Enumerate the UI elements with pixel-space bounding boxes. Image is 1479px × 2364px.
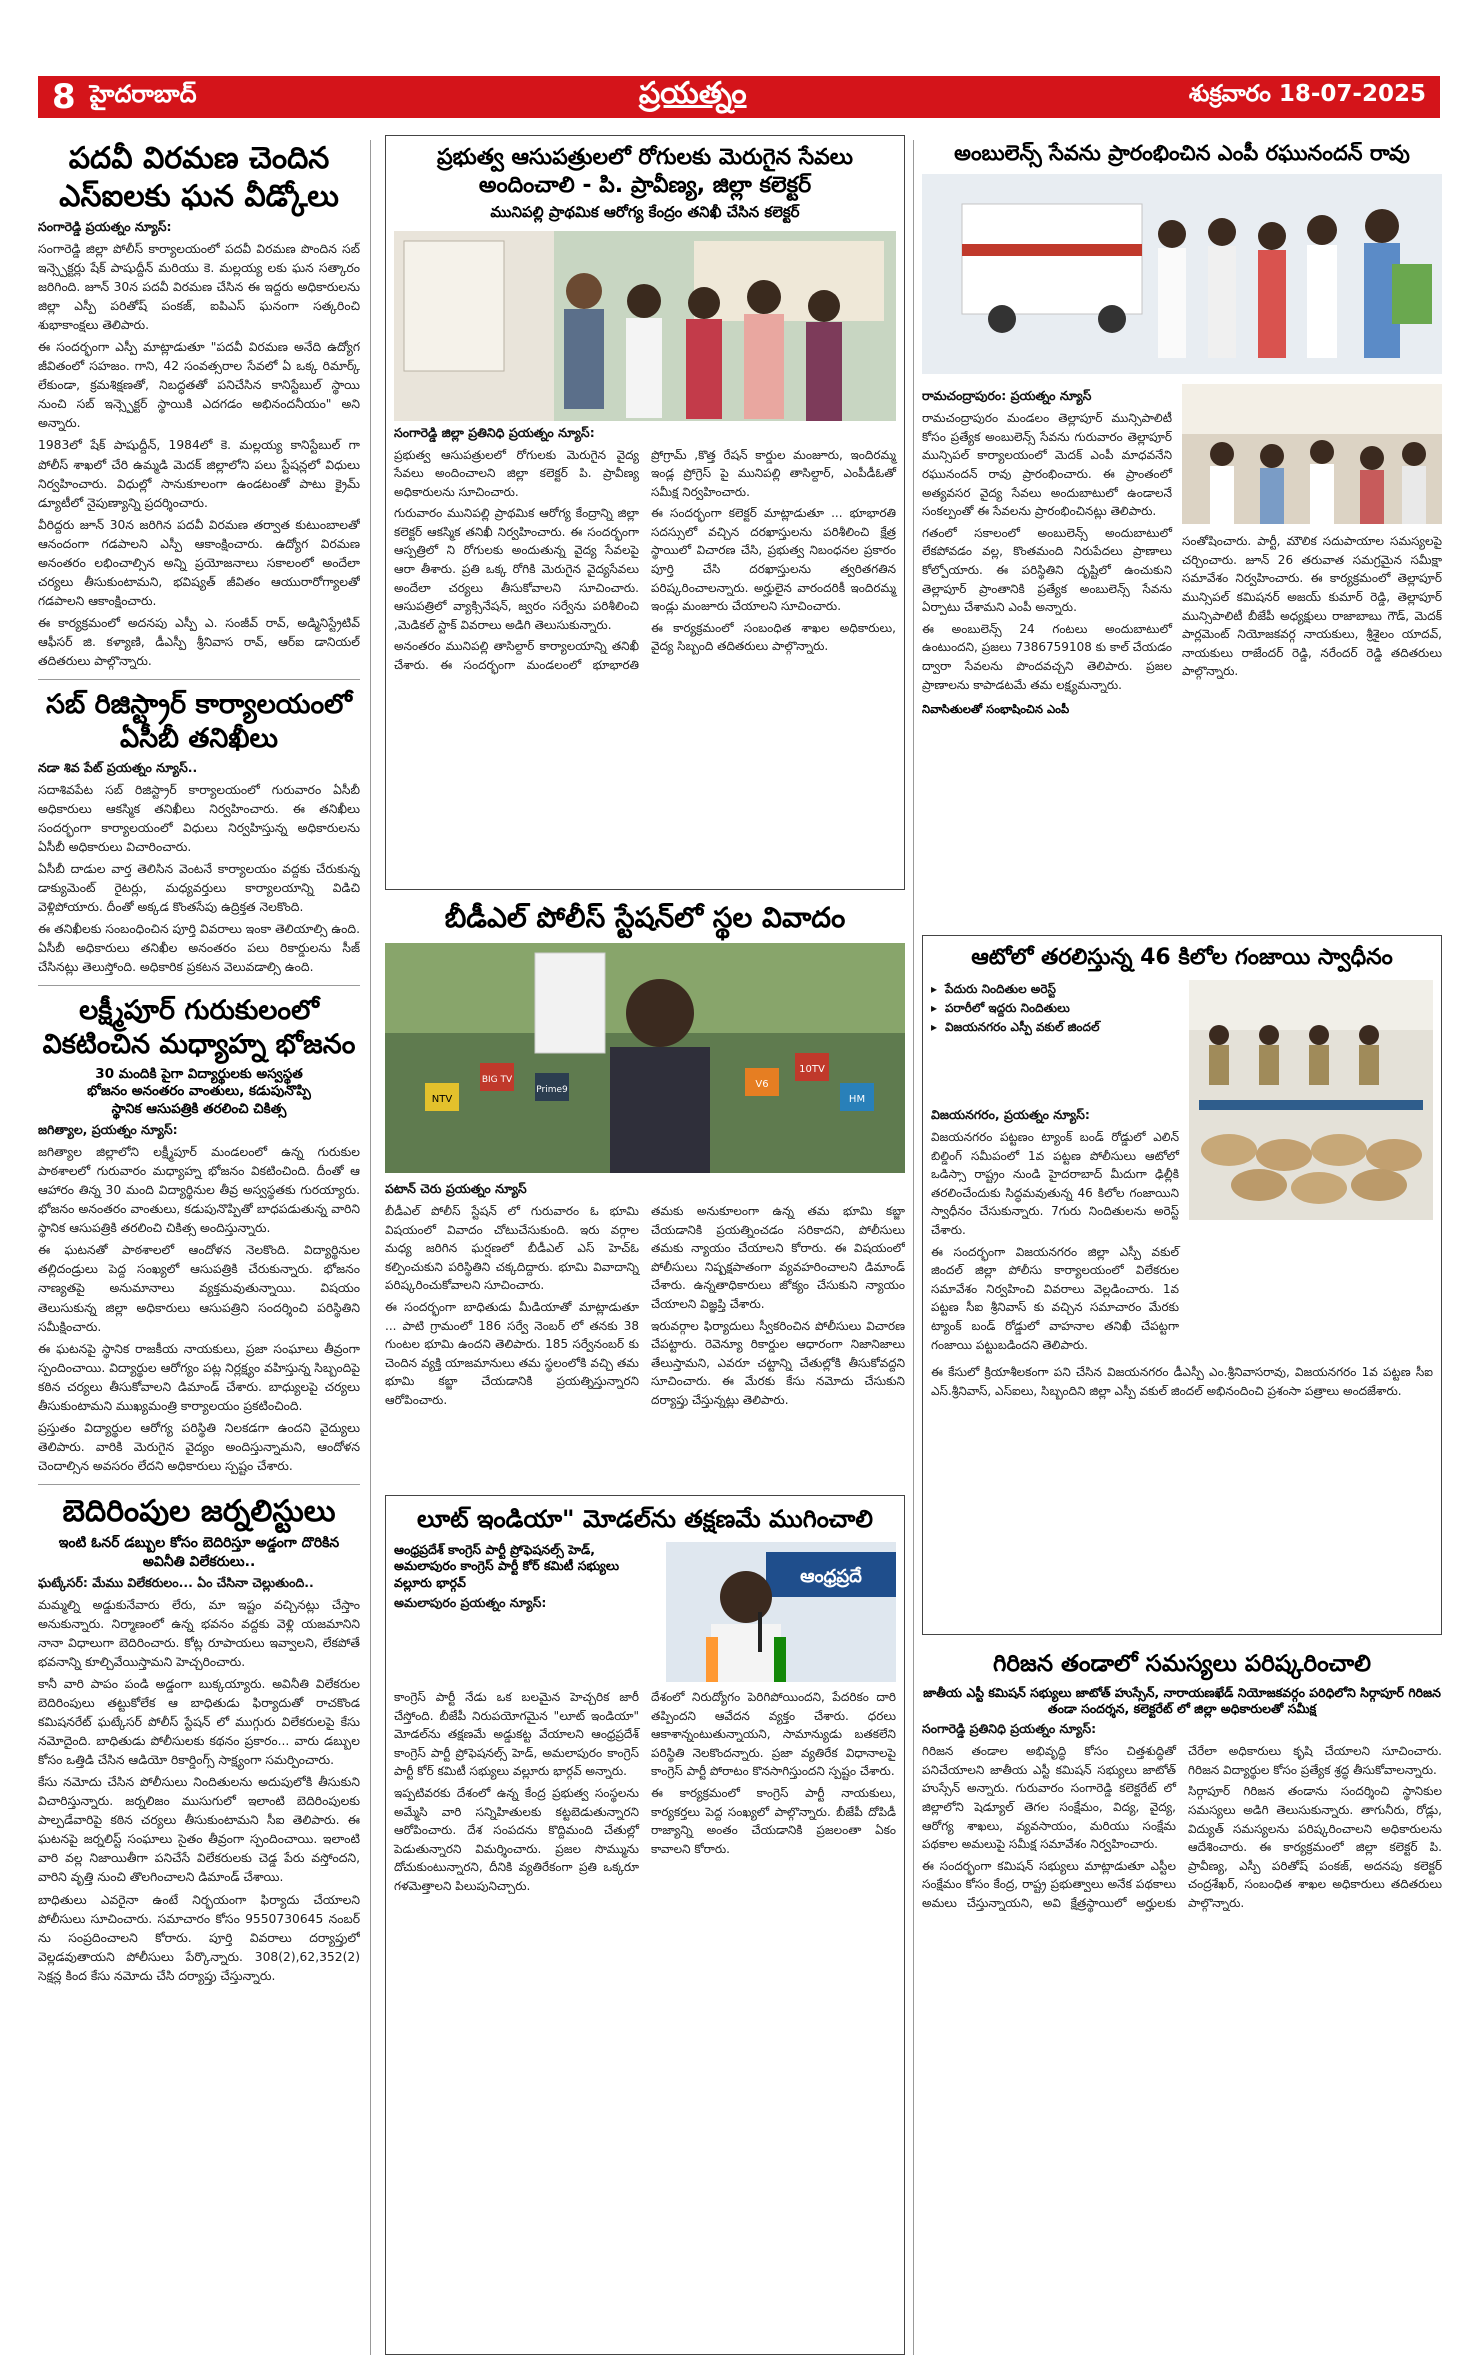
ganja-box xyxy=(922,935,1442,1635)
speaker-photo xyxy=(666,1542,896,1682)
city-label: హైదరాబాద్ xyxy=(89,80,197,108)
paragraph: ఈ సందర్భంగా విజయనగరం జిల్లా ఎస్పీ వకుల్ జిందల్ జిల్లా పోలీసు కార్యాలయంలో విలేకరుల సమావేశం నిర్వహించి వివరాలు వెల్లడించారు. 1వ పట్టణ సీఐ శ్రీనివాస్ కు వచ్చిన సమాచారం మేరకు ట్యాంక్ బండ్ రోడ్డులో వాహనాల తనిఖీ చేపట్టగా గంజాయి పట్టుబడిందని తెలిపారు. xyxy=(931,1244,1179,1352)
ambulance-photo-caption: నివాసితులతో సంభాషించిన ఎంపీ xyxy=(922,702,1070,717)
paragraph: జగిత్యాల జిల్లాలోని లక్ష్మీపూర్ మండలంలో ఉన్న గురుకుల పాఠశాలలో గురువారం మధ్యాహ్న భోజనం వికటించింది. దీంతో ఆ ఆహారం తిన్న 30 మంది విద్యార్థినుల తీవ్ర అస్వస్థతకు గురయ్యారు. భోజనం అనంతరం వాంతులు, కడుపునొప్పితో బాధపడుతున్న వారిని స్థానిక ఆసుపత్రికి తరలించి చికిత్స అందిస్తున్నారు. xyxy=(38,1145,360,1236)
govt-hospitals-dateline: సంగారెడ్డి జిల్లా ప్రతినిధి ప్రయత్నం న్యూస్: xyxy=(394,424,595,440)
ambulance-article xyxy=(922,140,1442,920)
hospital-photo-area xyxy=(394,231,896,421)
banner-text: ఆంధ్రప్రదే xyxy=(800,1566,862,1587)
tribal-subhead: జాతీయ ఎస్టీ కమిషన్ సభ్యులు జాటోత్ హుస్సేన్, నారాయణఖేడ్ నియోజకవర్గం పరిధిలోని సిర్గాపూర్ గిరిజన తండా సందర్శన, కలెక్టరేట్ లో జిల్లా అధికారులతో సమీక్ష xyxy=(923,1684,1441,1716)
journalists-article xyxy=(38,1493,360,1986)
paragraph: అనంతరం మునిపల్లి తాసిల్దార్ కార్యాలయాన్ని తనిఖీ చేశారు. ఈ సందర్భంగా మండలంలో భూభారతి ప్రోగ్రామ్ ,కొత్త రేషన్ కార్డుల మంజూరు, ఇందిరమ్మ ఇండ్ల ప్రోగ్రెస్ పై మునిపల్లి తాసిల్దార్, ఎంపీడీఓతో సమీక్ష నిర్వహించారు. xyxy=(394,447,896,673)
paragraph: ప్రభుత్వ ఆసుపత్రులలో రోగులకు మెరుగైన వైద్య సేవలు అందించాలని జిల్లా కలెక్టర్ పి. ప్రావీణ్య అధికారులను సూచించారు. xyxy=(394,447,639,499)
ambulance-launch-photo xyxy=(922,174,1442,374)
bdl-dateline: పటాన్ చెరు ప్రయత్నం న్యూస్ xyxy=(385,1181,527,1196)
govt-hospitals-headline: ప్రభుత్వ ఆసుపత్రులలో రోగులకు మెరుగైన సేవలు అందించాలి - పి. ప్రావీణ్య, జిల్లా కలెక్టర్ xyxy=(437,145,853,198)
retirement-body xyxy=(38,240,360,671)
ambulance-photo-area xyxy=(922,174,1442,378)
residents-meeting-photo xyxy=(1182,384,1442,524)
bullet-item: ▸ విజయనగరం ఎస్పీ వకుల్ జిందల్ xyxy=(931,1018,1179,1037)
paragraph: ఈ సందర్భంగా ఎస్పీ మాట్లాడుతూ "పదవీ విరమణ అనేది ఉద్యోగ జీవితంలో సహజం. గాని, 42 సంవత్సరాల సేవలో ఏ ఒక్క రిమార్క్ లేకుండా, క్రమశిక్షణతో, నిబద్ధతతో పనిచేసిన కానిస్టేబుల్ స్థాయి నుంచి సబ్ ఇన్స్పెక్టర్ స్థాయికి ఎదగడం అభినందనీయం" అని అన్నారు. xyxy=(38,340,360,431)
retirement-article xyxy=(38,140,360,671)
ambulance-body xyxy=(922,409,1172,694)
mic-label: HM xyxy=(848,1094,866,1105)
page-number: 8 xyxy=(52,77,76,117)
acb-body xyxy=(38,781,360,977)
ganja-headline: ఆటోలో తరలిస్తున్న 46 కిలోల గంజాయి స్వాధీనం xyxy=(971,945,1393,970)
paragraph: గతంలో సకాలంలో అంబులెన్స్ అందుబాటులో లేకపోవడం వల్ల, కొంతమంది నిరుపేదలు ప్రాణాలు కోల్పోయారు. ఈ పరిస్థితిని దృష్టిలో ఉంచుకుని తెల్లాపూర్ ప్రాంతానికి ప్రత్యేక అంబులెన్స్ సేవను ఏర్పాటు చేశామని ఎంపీ అన్నారు. xyxy=(922,525,1172,615)
left-column xyxy=(38,140,360,2355)
ganja-body-continued: ఈ కేసులో క్రియాశీలకంగా పని చేసిన విజయనగరం డీఎస్పీ ఎం.శ్రీనివాసరావు, విజయనగరం 1వ పట్టణ సీఐ ఎస్.శ్రీనివాస్, ఎస్ఐలు, సిబ్బందిని జిల్లా ఎస్పీ వకుల్ జిందల్ అభినందించి ప్రశంసా పత్రాలు అందజేశారు. xyxy=(931,1365,1433,1398)
lakshmipur-subhead: స్థానిక ఆసుపత్రికి తరలించి చికిత్స xyxy=(111,1100,287,1117)
paragraph: మమ్మల్ని అడ్డుకునేవారు లేరు, మా ఇష్టం వచ్చినట్లు చేస్తాం అనుకున్నారు. నిర్మాణంలో ఉన్న భవనం వద్దకు వెళ్లి యజమానిని నానా విధాలుగా బెదిరించారు. కోట్ల రూపాయలు ఇవ్వాలని, లేకపోతే భవనాన్ని కూల్చివేయిస్తామని హెచ్చరించారు. xyxy=(38,1597,360,1669)
paragraph: ఈ అంబులెన్స్ 24 గంటలు అందుబాటులో ఉంటుందని, ప్రజలు 7386759108 కు కాల్ చేయడం ద్వారా సేవలను పొందవచ్చని తెలిపారు. ప్రజల ప్రాణాలను కాపాడటమే తమ లక్ష్యమన్నారు. xyxy=(922,621,1172,692)
ambulance-headline: అంబులెన్స్ సేవను ప్రారంభించిన ఎంపీ రఘునందన్ రావు xyxy=(954,141,1410,165)
divider xyxy=(38,985,360,986)
lakshmipur-article xyxy=(38,994,360,1476)
paragraph: సిర్గాపూర్ గిరిజన తండాను సందర్శించి స్థానికుల సమస్యలు అడిగి తెలుసుకున్నారు. తాగునీరు, రోడ్లు, విద్యుత్ సమస్యలను పరిష్కరించాలని అధికారులను ఆదేశించారు. ఈ కార్యక్రమంలో జిల్లా కలెక్టర్ పి. ప్రావీణ్య, ఎస్పీ పరితోష్ పంకజ్, అదనపు కలెక్టర్ చంద్రశేఖర్, సంబంధిత శాఖల అధికారులు తదితరులు పాల్గొన్నారు. xyxy=(1188,1784,1442,1910)
loot-india-subhead: ఆంధ్రప్రదేశ్ కాంగ్రెస్ పార్టీ ప్రోఫెషనల్స్ హెడ్, అమలాపురం కాంగ్రెస్ పార్టీ కోర్ కమిటీ సభ్యులు వల్లూరు భార్గవ్ xyxy=(394,1542,620,1590)
lakshmipur-subhead: భోజనం అనంతరం వాంతులు, కడుపునొప్పి xyxy=(87,1083,311,1100)
loot-india-body xyxy=(394,1688,896,1896)
journalists-headline: బెదిరింపుల జర్నలిస్టులు xyxy=(62,1493,336,1529)
paragraph: ఈ ఘటనపై స్థానిక రాజకీయ నాయకులు, ప్రజా సంఘాలు తీవ్రంగా స్పందించాయి. విద్యార్థుల ఆరోగ్యం పట్ల నిర్లక్ష్యం వహిస్తున్న సిబ్బందిపై కఠిన చర్యలు తీసుకోవాలని డిమాండ్ చేశారు. బాధ్యులపై చర్యలు తీసుకుంటామని ముఖ్యమంత్రి కార్యాలయం ప్రకటించింది. xyxy=(38,1341,360,1413)
paragraph: బీడీఎల్ పోలీస్ స్టేషన్ లో గురువారం ఓ భూమి విషయంలో వివాదం చోటుచేసుకుంది. ఇరు వర్గాల మధ్య జరిగిన ఘర్షణలో బీడీఎల్ ఎస్ హెచ్ఓ కల్పించుకుని పరిస్థితిని చక్కదిద్దారు. భూమి వివాదాన్ని పరిష్కరించుకోవాలని సూచించారు. xyxy=(385,1204,639,1293)
paragraph: ఇరువర్గాల ఫిర్యాదులు స్వీకరించిన పోలీసులు విచారణ చేపట్టారు. రెవెన్యూ రికార్డుల ఆధారంగా నిజానిజాలు తేలుస్తామని, ఎవరూ చట్టాన్ని చేతుల్లోకి తీసుకోవద్దని సూచించారు. ఈ మేరకు కేసు నమోదు చేసుకుని దర్యాప్తు చేస్తున్నట్లు తెలిపారు. xyxy=(651,1318,905,1407)
column-divider xyxy=(370,140,371,2355)
paragraph: ఈ ఘటనతో పాఠశాలలో ఆందోళన నెలకొంది. విద్యార్థినుల తల్లిదండ్రులు పెద్ద సంఖ్యలో ఆసుపత్రికి చేరుకున్నారు. భోజనం నాణ్యతపై అనుమానాలు వ్యక్తమవుతున్నాయి. విషయం తెలుసుకున్న జిల్లా అధికారులు ఆసుపత్రిని సందర్శించి పరిస్థితిని సమీక్షించారు. xyxy=(38,1243,360,1334)
bdl-photo-area xyxy=(385,943,905,1177)
journalists-body xyxy=(38,1596,360,1986)
ganja-dateline: విజయనగరం, ప్రయత్నం న్యూస్: xyxy=(931,1107,1090,1123)
journalists-dateline: ఘట్కేసర్: మేము విలేకరులం... ఏం చేసినా చెల్లుతుంది.. xyxy=(38,1574,314,1590)
paragraph: కేసు నమోదు చేసిన పోలీసులు నిందితులను అదుపులోకి తీసుకుని విచారిస్తున్నారు. జర్నలిజం ముసుగులో ఇలాంటి బెదిరింపులకు పాల్పడేవారిపై కఠిన చర్యలు తీసుకుంటామని సీఐ తెలిపారు. ఈ ఘటనపై జర్నలిస్ట్ సంఘాలు సైతం తీవ్రంగా స్పందించాయి. ఇలాంటి వారి వల్ల నిజాయితీగా పనిచేసే విలేకరులకు చెడ్డ పేరు వస్తోందని, వారిని వృత్తి నుంచి తొలగించాలని డిమాండ్ చేశాయి. xyxy=(38,1775,360,1885)
paragraph: వీరిద్దరు జూన్ 30న జరిగిన పదవీ విరమణ తర్వాత కుటుంబాలతో ఆనందంగా గడపాలని ఎస్పీ ఆకాంక్షించారు. ఉద్యోగ విరమణ అనంతరం లభించాల్సిన అన్ని ప్రయోజనాలు సకాలంలో అందేలా చర్యలు తీసుకుంటామని, భవిష్యత్ జీవితం ఆయురారోగ్యాలతో గడపాలని ఆకాంక్షించారు. xyxy=(38,517,360,608)
paragraph: ఈ సందర్భంగా కమిషన్ సభ్యులు మాట్లాడుతూ ఎస్టీల సంక్షేమం కోసం కేంద్ర, రాష్ట్ర ప్రభుత్వాలు అనేక పథకాలు అమలు చేస్తున్నాయని, అవి క్షేత్రస్థాయిలో అర్హులకు చేరేలా అధికారులు కృషి చేయాలని సూచించారు. గిరిజన విద్యార్థుల కోసం ప్రత్యేక శ్రద్ధ తీసుకోవాలన్నారు. xyxy=(922,1744,1442,1910)
loot-india-dateline: అమలాపురం ప్రయత్నం న్యూస్: xyxy=(394,1594,547,1610)
paragraph: గిరిజన తండాల అభివృద్ధి కోసం చిత్తశుద్ధితో పనిచేయాలని జాతీయ ఎస్టీ కమిషన్ సభ్యులు జాటోత్ హుస్సేన్ అన్నారు. గురువారం సంగారెడ్డి కలెక్టరేట్ లో జిల్లాలోని షెడ్యూల్ తెగల సంక్షేమం, విద్య, వైద్య, ఆరోగ్య శాఖలు, వ్యవసాయం, మరియు సంక్షేమ పథకాల అమలుపై సమీక్ష సమావేశం నిర్వహించారు. xyxy=(922,1744,1176,1852)
mic-label: 10TV xyxy=(799,1064,825,1075)
issue-date: శుక్రవారం 18-07-2025 xyxy=(1188,81,1426,107)
press-conference-photo xyxy=(385,943,905,1173)
divider xyxy=(38,1484,360,1485)
paragraph: దేశంలో నిరుద్యోగం పెరిగిపోయిందని, పేదరికం దారి తప్పిందని ఆవేదన వ్యక్తం చేశారు. ధరలు ఆకాశాన్నంటుతున్నాయని, సామాన్యుడు బతకలేని పరిస్థితి నెలకొందన్నారు. ప్రజా వ్యతిరేక విధానాలపై కాంగ్రెస్ పార్టీ పోరాటం కొనసాగిస్తుందని స్పష్టం చేశారు. xyxy=(651,1690,896,1779)
ganja-body xyxy=(931,1128,1179,1354)
column-divider xyxy=(913,140,914,2355)
bdl-headline: బీడీఎల్ పోలీస్ స్టేషన్‌లో స్థల వివాదం xyxy=(444,901,846,934)
bullet-item: ▸ పరారీలో ఇద్దరు నిందితులు xyxy=(931,999,1179,1018)
seized-ganja-photo xyxy=(1189,980,1433,1220)
hospital-inspection-photo xyxy=(394,231,896,421)
paragraph: కాంగ్రెస్ పార్టీ నేడు ఒక బలమైన హెచ్చరిక జారీ చేస్తోంది. బీజేపీ నిరుపయోగమైన "లూట్ ఇండియా" మోడల్‌ను తక్షణమే అడ్డుకట్ట వేయాలని ఆంధ్రప్రదేశ్ కాంగ్రెస్ పార్టీ ప్రోఫెషనల్స్ హెడ్, అమలాపురం కాంగ్రెస్ పార్టీ కోర్ కమిటీ సభ్యులు వల్లూరు భార్గవ్ అన్నారు. xyxy=(394,1690,639,1779)
retirement-dateline: సంగారెడ్డి ప్రయత్నం న్యూస్: xyxy=(38,219,172,234)
paragraph: ఈ సందర్భంగా బాధితుడు మీడియాతో మాట్లాడుతూ ... పాటి గ్రామంలో 186 సర్వే నెంబర్ లో తనకు 38 గుంటల భూమి ఉందని తెలిపారు. 185 సర్వేనంబర్ కు చెందిన వ్యక్తి యాజమానులు తమ స్థలంలోకి వచ్చి తమ భూమి కబ్జా చేయడానికి ప్రయత్నిస్తున్నారని ఆరోపించారు. xyxy=(385,1299,639,1407)
acb-dateline: నడా శివ పేట్ ప్రయత్నం న్యూస్.. xyxy=(38,759,198,775)
loot-india-top xyxy=(394,1542,896,1682)
paragraph: సంగారెడ్డి జిల్లా పోలీస్ కార్యాలయంలో పదవీ విరమణ పొందిన సబ్ ఇన్స్పెక్టర్లు షేక్ పాషుద్దీన్ మరియు కె. మల్లయ్య లకు ఘన సత్కారం జరిగింది. జూన్ 30న పదవీ విరమణ చేసిన ఈ ఇద్దరు అధికారులను జిల్లా ఎస్పీ పరితోష్ పంకజ్, ఐపిఎస్ ఘనంగా సత్కరించి శుభాకాంక్షలు తెలిపారు. xyxy=(38,242,360,333)
govt-hospitals-subhead: మునిపల్లి ప్రాథమిక ఆరోగ్య కేంద్రం తనిఖీ చేసిన కలెక్టర్ xyxy=(490,203,800,221)
paragraph: రామచంద్రాపురం మండలం తెల్లాపూర్ మున్సిపాలిటీ కోసం ప్రత్యేక అంబులెన్స్ సేవను గురువారం తెల్లాపూర్ మున్సిపల్ కార్యాలయంలో మెదక్ ఎంపీ మాధవనేని రఘునందన్ రావు ప్రారంభించారు. ఈ ప్రాంతంలో అత్యవసర వైద్య సేవలు అందుబాటులో ఉండాలనే సంకల్పంతో ఈ సేవలను ప్రారంభించినట్లు తెలిపారు. xyxy=(922,411,1172,519)
mic-label: V6 xyxy=(755,1079,769,1090)
paragraph: ఈ కార్యక్రమంలో అదనపు ఎస్పీ ఎ. సంజీవ్ రావ్, అడ్మినిస్ట్రేటివ్ ఆఫీసర్ జి. కళ్యాణి, డీఎస్పీ శ్రీనివాస రావ్, ఆర్ఐ డానియల్ తదితరులు పాల్గొన్నారు. xyxy=(38,615,360,668)
govt-hospitals-body xyxy=(394,446,896,675)
newspaper-brand: ప్రయత్నం xyxy=(638,76,747,111)
mic-label: BIG TV xyxy=(481,1075,513,1085)
tribal-body xyxy=(922,1742,1442,1914)
bullet-item: ▸ పేదురు నిందితుల అరెస్ట్ xyxy=(931,980,1179,999)
paragraph: తమకు అనుకూలంగా ఉన్న తమ భూమి కబ్జా చేయడానికి ప్రయత్నించడం సరికాదని, పోలీసులు తమకు న్యాయం చేయాలని కోరారు. ఈ విషయంలో పోలీసులు నిష్పక్షపాతంగా వ్యవహరించాలని డిమాండ్ చేశారు. ఉన్నతాధికారులు జోక్యం చేసుకుని న్యాయం చేయాలని విజ్ఞప్తి చేశారు. xyxy=(651,1204,905,1311)
acb-headline: సబ్ రిజిస్ట్రార్ కార్యాలయంలో ఏసీబీ తనిఖీలు xyxy=(46,689,352,754)
ambulance-dateline: రామచంద్రాపురం: ప్రయత్నం న్యూస్ xyxy=(922,388,1092,404)
loot-india-headline: లూట్ ఇండియా" మోడల్‌ను తక్షణమే ముగించాలి xyxy=(417,1505,873,1533)
ganja-top xyxy=(931,980,1433,1358)
paragraph: ఏసీబీ దాడుల వార్త తెలిసిన వెంటనే కార్యాలయం వద్దకు చేరుకున్న డాక్యుమెంట్ రైటర్లు, మధ్యవర్తులు కార్యాలయాన్ని విడిచి వెళ్లిపోయారు. దీంతో అక్కడ కొంతసేపు ఉద్రిక్తత నెలకొంది. xyxy=(38,861,360,914)
mic-label: Prime9 xyxy=(536,1085,568,1095)
paragraph: ప్రస్తుతం విద్యార్థుల ఆరోగ్య పరిస్థితి నిలకడగా ఉందని వైద్యులు తెలిపారు. వారికి మెరుగైన వైద్యం అందిస్తున్నామని, ఆందోళన చెందాల్సిన అవసరం లేదని అధికారులు స్పష్టం చేశారు. xyxy=(38,1420,360,1473)
lakshmipur-dateline: జగిత్యాల, ప్రయత్నం న్యూస్: xyxy=(38,1122,178,1138)
paragraph: ఈ కార్యక్రమంలో సంబంధిత శాఖల అధికారులు, వైద్య సిబ్బంది తదితరులు పాల్గొన్నారు. xyxy=(651,620,896,654)
paragraph: ఈ తనిఖీలకు సంబంధించిన పూర్తి వివరాలు ఇంకా తెలియాల్సి ఉంది. ఏసీబీ అధికారులు తనిఖీల అనంతరం పలు రికార్డులను సీజ్ చేసినట్లు తెలుస్తోంది. అధికారిక ప్రకటన వెలువడాల్సి ఉంది. xyxy=(38,921,360,974)
tribal-dateline: సంగారెడ్డి ప్రతినిధి ప్రయత్నం న్యూస్: xyxy=(922,1721,1097,1737)
tribal-article xyxy=(922,1650,1442,2355)
paragraph: ఈ సందర్భంగా కలెక్టర్ మాట్లాడుతూ ... భూభారతి సదస్సులో వచ్చిన దరఖాస్తులను పరిశీలించి క్షేత్ర స్థాయిలో విచారణ చేసి, ప్రభుత్వ నిబంధనల ప్రకారం పూర్తి చేసి దరఖాస్తులను త్వరితగతిన పరిష్కరించాలన్నారు. అర్హులైన వారందరికీ ఇందిరమ్మ ఇండ్లు మంజూరు చేయాలని సూచించారు. xyxy=(651,506,896,614)
paragraph: ఈ కార్యక్రమంలో కాంగ్రెస్ పార్టీ నాయకులు, కార్యకర్తలు పెద్ద సంఖ్యలో పాల్గొన్నారు. బీజేపీ దోపిడీ రాజ్యాన్ని అంతం చేయడానికి ప్రజలంతా ఏకం కావాలని కోరారు. xyxy=(651,1785,896,1856)
lakshmipur-subhead: 30 మందికి పైగా విద్యార్థులకు అస్వస్థత xyxy=(95,1065,303,1082)
masthead-bar xyxy=(38,76,1440,118)
lakshmipur-headline: లక్ష్మీపూర్ గురుకులంలో వికటించిన మధ్యాహ్న భోజనం xyxy=(42,995,356,1060)
paragraph: సదాశివపేట సబ్ రిజిస్ట్రార్ కార్యాలయంలో గురువారం ఏసీబీ అధికారులు ఆకస్మిక తనిఖీలు నిర్వహించారు. ఈ తనిఖీలు సందర్భంగా కార్యాలయంలో విధులు నిర్వహిస్తున్న అధికారులను ఏసీబీ అధికారులు విచారించారు. xyxy=(38,782,360,854)
govt-hospitals-box xyxy=(385,135,905,890)
paragraph: 1983లో షేక్ పాషుద్దీన్, 1984లో కె. మల్లయ్య కానిస్టేబుల్ గా పోలీస్ శాఖలో చేరి ఉమ్మడి మెదక్ జిల్లాలోని పలు స్టేషన్లలో విధులు నిర్వహించారు. విధుల్లో సానుకూలంగా ఉండటంతో పాటు క్రైమ్ డ్యూటీలో నైపుణ్యాన్ని ప్రదర్శించారు. xyxy=(38,438,360,510)
paragraph: కానీ వారి పాపం పండి అడ్డంగా బుక్కయ్యారు. అవినీతి విలేకరుల బెదిరింపులు తట్టుకోలేక ఆ బాధితుడు ఫిర్యాదుతో రాచకొండ కమిషనరేట్ ఘట్కేసర్ పోలీస్ స్టేషన్ లో ముగ్గురు విలేకరులపై కేసు నమోదైంది. బాధితుడు పోలీసులకు కథనం ప్రకారం... వారు డబ్బుల కోసం ఒత్తిడి చేసిన ఆడియో రికార్డింగ్స్ సాక్ష్యంగా సమర్పించారు. xyxy=(38,1677,360,1768)
paragraph: బాధితులు ఎవరైనా ఉంటే నిర్భయంగా ఫిర్యాదు చేయాలని పోలీసులు సూచించారు. సమాచారం కోసం 9550730645 నంబర్ ను సంప్రదించాలని కోరారు. పూర్తి వివరాలు దర్యాప్తులో వెల్లడవుతాయని పోలీసులు పేర్కొన్నారు. 308(2),62,352(2) సెక్షన్ల కింద కేసు నమోదు చేసి దర్యాప్తు చేస్తున్నారు. xyxy=(38,1892,360,1983)
acb-article xyxy=(38,688,360,977)
divider xyxy=(38,679,360,680)
bdl-article xyxy=(385,900,905,1485)
paragraph: ఇప్పటివరకు దేశంలో ఉన్న కేంద్ర ప్రభుత్వ సంస్థలను అమ్మేసి వారి సన్నిహితులకు కట్టబెడుతున్నారని ఆరోపించారు. దేశ సంపదను కొద్దిమంది చేతుల్లో పెడుతున్నారని విమర్శించారు. ప్రజల సొమ్మును దోచుకుంటున్నారని, దీనికి వ్యతిరేకంగా ప్రతి ఒక్కరూ గళమెత్తాలని పిలుపునిచ్చారు. xyxy=(394,1785,639,1893)
bdl-body xyxy=(385,1202,905,1413)
journalists-subhead: ఇంటి ఓనర్ డబ్బుల కోసం బెదిరిస్తూ అడ్డంగా దొరికిన అవినీతి విలేకరులు.. xyxy=(58,1535,340,1570)
tribal-headline: గిరిజన తండాలో సమస్యలు పరిష్కరించాలి xyxy=(992,1651,1372,1677)
paragraph: గురువారం మునిపల్లి ప్రాథమిక ఆరోగ్య కేంద్రాన్ని జిల్లా కలెక్టర్ ఆకస్మిక తనిఖీ నిర్వహించారు. ఈ సందర్భంగా ఆస్పత్రిలో ని రోగులకు అందుతున్న వైద్య సేవలపై ఆరా తీశారు. ప్రతి ఒక్క రోగికి మెరుగైన వైద్యసేవలు అందేలా చర్యలు తీసుకోవాలని సూచించారు. ఆసుపత్రిలో వ్యాక్సినేషన్, జ్వరం సర్వేను పరిశీలించి ,మెడికల్ స్టాక్ వివరాలు అడిగి తెలుసుకున్నారు. xyxy=(394,506,639,632)
ganja-bullets xyxy=(931,980,1179,1038)
retirement-headline: పదవీ విరమణ చెందిన ఎస్ఐలకు ఘన వీడ్కోలు xyxy=(59,141,339,214)
ambulance-body-continued: సంతోషించారు. పార్టీ, మౌలిక సదుపాయాల సమస్యలపై చర్చించారు. జూన్ 26 తరువాత సమగ్రమైన సమీక్షా సమావేశం నిర్వహించారు. ఈ కార్యక్రమంలో తెల్లాపూర్ మున్సిపల్ కమిషనర్ అజయ్ కుమార్ రెడ్డి, తెల్లాపూర్ మున్సిపాలిటీ బీజేపీ అధ్యక్షులు రాజాబాబు గౌడ్, మెదక్ పార్లమెంట్ నియోజకవర్గ నాయకులు, శ్రీశైలం యాదవ్, నాయకులు రాజేందర్ రెడ్డి, నరేందర్ రెడ్డి తదితరులు పాల్గొన్నారు. xyxy=(1182,534,1442,679)
loot-india-box xyxy=(385,1495,905,2355)
ambulance-lower xyxy=(922,384,1442,697)
lakshmipur-body xyxy=(38,1143,360,1476)
mic-label: NTV xyxy=(431,1094,453,1105)
paragraph: విజయనగరం పట్టణం ట్యాంక్ బండ్ రోడ్డులో ఎలిన్ బిల్డింగ్ సమీపంలో 1వ పట్టణ పోలీసులు ఆటోలో ఒడిస్సా రాష్ట్రం నుండి హైదరాబాద్ మీదుగా ఢిల్లీకి తరలించేందుకు సిద్ధమవుతున్న 46 కిలోల గంజాయిని స్వాధీనం చేసుకున్నారు. 7గురు నిందితులను అరెస్ట్ చేశారు. xyxy=(931,1130,1179,1238)
